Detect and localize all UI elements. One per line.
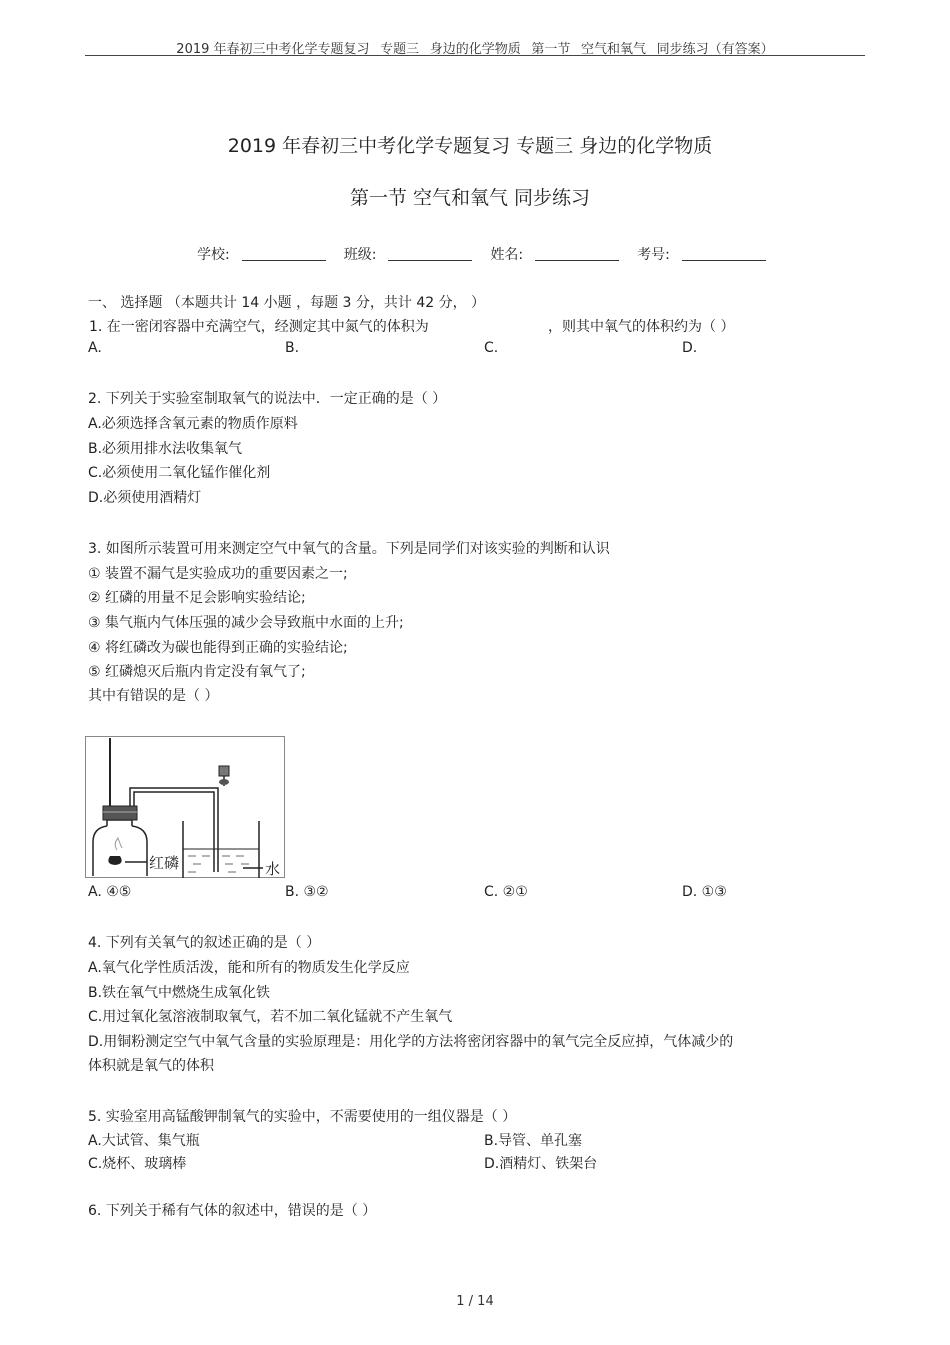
class-label: 班级: bbox=[343, 247, 377, 263]
q1-option-b: B. bbox=[285, 340, 300, 356]
q3-statement-1: ① 装置不漏气是实验成功的重要因素之一; bbox=[88, 566, 348, 582]
q4-option-c: C.用过氧化氢溶液制取氧气，若不加二氧化锰就不产生氧气 bbox=[88, 1009, 453, 1025]
combustion-spoon bbox=[108, 856, 121, 865]
q5-option-d: D.酒精灯、铁架台 bbox=[484, 1156, 598, 1172]
q3-option-d: D. ①③ bbox=[682, 884, 727, 900]
q5-option-b: B.导管、单孔塞 bbox=[484, 1133, 583, 1149]
q3-option-a: A. ④⑤ bbox=[88, 884, 132, 900]
rubber-stopper bbox=[103, 806, 137, 820]
q3-statement-5: ⑤ 红磷熄灭后瓶内肯定没有氧气了; bbox=[88, 664, 306, 680]
q2-option-b: B.必须用排水法收集氧气 bbox=[88, 441, 243, 457]
class-blank[interactable] bbox=[388, 248, 472, 261]
q3-stem: 3. 如图所示装置可用来测定空气中氧气的含量。下列是同学们对该实验的判断和认识 bbox=[88, 541, 610, 557]
q3-option-b: B. ③② bbox=[285, 884, 329, 900]
q4-option-b: B.铁在氧气中燃烧生成氧化铁 bbox=[88, 985, 271, 1001]
oxygen-experiment-figure bbox=[85, 736, 285, 878]
q3-question: 其中有错误的是（ ） bbox=[88, 688, 219, 704]
clamp-screw bbox=[219, 779, 229, 785]
section-heading: 一、 选择题 （本题共计 14 小题 ，每题 3 分，共计 42 分， ） bbox=[88, 295, 486, 311]
q1-option-a: A. bbox=[88, 340, 102, 356]
q4-option-d-continued: 体积就是氧气的体积 bbox=[88, 1058, 214, 1074]
q3-statement-2: ② 红磷的用量不足会影响实验结论; bbox=[88, 590, 306, 606]
q6-stem: 6. 下列关于稀有气体的叙述中，错误的是（ ） bbox=[88, 1203, 377, 1219]
q1-option-d: D. bbox=[682, 340, 698, 356]
q4-option-a: A.氧气化学性质活泼，能和所有的物质发生化学反应 bbox=[88, 960, 410, 976]
q3-statement-3: ③ 集气瓶内气体压强的减少会导致瓶中水面的上升; bbox=[88, 615, 404, 631]
q2-option-c: C.必须使用二氧化锰作催化剂 bbox=[88, 465, 271, 481]
q4-stem: 4. 下列有关氧气的叙述正确的是（ ） bbox=[88, 935, 321, 951]
title-line-1: 2019 年春初三中考化学专题复习 专题三 身边的化学物质 bbox=[227, 135, 713, 157]
running-header: 2019 年春初三中考化学专题复习 _专题三 _身边的化学物质 _第一节 _空气和氧气 _同步练习（有答案） bbox=[176, 42, 774, 57]
q5-option-c: C.烧杯、玻璃棒 bbox=[88, 1156, 187, 1172]
page-number: 1 / 14 bbox=[456, 1294, 494, 1309]
header-rule bbox=[85, 55, 865, 56]
q1-stem-part-2: ，则其中氧气的体积约为（ ） bbox=[548, 319, 735, 335]
q2-option-d: D.必须使用酒精灯 bbox=[88, 490, 202, 506]
q3-statement-4: ④ 将红磷改为碳也能得到正确的实验结论; bbox=[88, 640, 348, 656]
q2-stem: 2. 下列关于实验室制取氧气的说法中．一定正确的是（ ） bbox=[88, 391, 447, 407]
q5-option-a: A.大试管、集气瓶 bbox=[88, 1133, 200, 1149]
school-label: 学校: bbox=[197, 247, 230, 263]
student-info-row bbox=[197, 244, 784, 264]
q1-stem-part-1: 1. 在一密闭容器中充满空气，经测定其中氮气的体积为 bbox=[89, 319, 429, 335]
title-line-2: 第一节 空气和氧气 同步练习 bbox=[349, 187, 591, 209]
q4-option-d: D.用铜粉测定空气中氧气含量的实验原理是：用化学的方法将密闭容器中的氧气完全反应掉，气体减少的 bbox=[88, 1034, 734, 1050]
phosphorus-label: 红磷 bbox=[149, 854, 180, 872]
q5-stem: 5. 实验室用高锰酸钾制氧气的实验中，不需要使用的一组仪器是（ ） bbox=[88, 1109, 517, 1125]
name-blank[interactable] bbox=[535, 248, 619, 261]
q2-option-a: A.必须选择含氧元素的物质作原料 bbox=[88, 416, 298, 432]
clamp-top bbox=[219, 766, 229, 776]
name-label: 姓名: bbox=[490, 247, 524, 263]
water-label: 水 bbox=[265, 860, 281, 878]
exam-no-blank[interactable] bbox=[682, 248, 766, 261]
q1-option-c: C. bbox=[484, 340, 499, 356]
q3-option-c: C. ②① bbox=[484, 884, 528, 900]
exam-no-label: 考号: bbox=[637, 247, 670, 263]
school-blank[interactable] bbox=[242, 248, 326, 261]
